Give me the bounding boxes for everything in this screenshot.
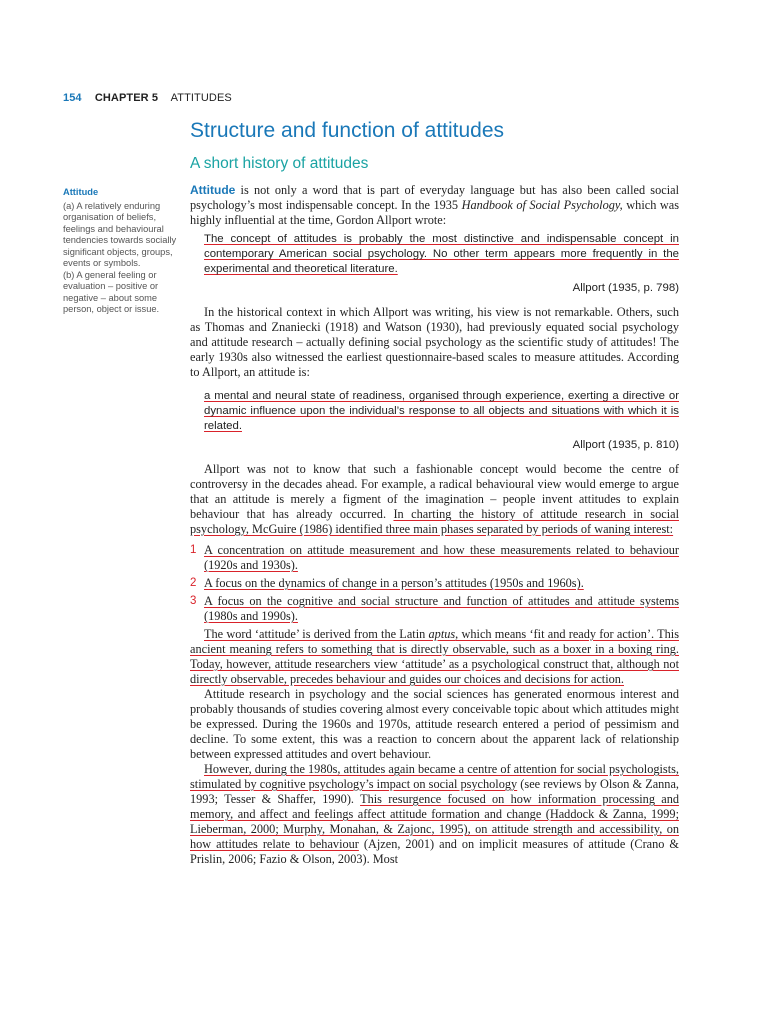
page-number: 154 [63, 92, 82, 104]
section-title: Structure and function of attitudes [190, 119, 505, 142]
paragraph-2: In the historical context in which Allport was writing, his view is not remarkable. Others, such as Thomas and Znaniecki (1918) and Watson (1930), had previously equated social psychology and attitude research – actually defining social psychology as the scientific study of attitudes! The early 1930s also witnessed the earliest questionnaire-based scales to measure attitudes. According to Allport, an attitude is: [190, 305, 679, 379]
p4-latin-word: aptus [428, 627, 456, 641]
p6-text-a: (see reviews by Olson & Zanna, 1993; Tesser & Shaffer, 1990). [190, 777, 679, 806]
phases-list [190, 543, 679, 624]
p6-text-b: (Ajzen, 2001) and on implicit measures of attitude (Crano & Prislin, 2006; Fazio & Olson, 2003). Most [190, 837, 679, 866]
phase-number: 1 [190, 544, 197, 556]
phase-text: A focus on the dynamics of change in a person’s attitudes (1950s and 1960s). [204, 576, 584, 590]
phase-item [190, 543, 679, 573]
paragraph-5: Attitude research in psychology and the social sciences has generated enormous interest and probably thousands of studies covering almost every conceivable topic about which attitudes might be expressed. During the 1960s and 1970s, attitude research entered a period of pessimism and decline. To some extent, this was a reaction to concern about the apparent lack of relationship between expressed attitudes and overt behaviour. [190, 687, 679, 761]
inline-term: Attitude [190, 183, 236, 197]
running-head [63, 92, 232, 104]
block-quote-1 [204, 232, 679, 277]
paragraph-4 [190, 627, 679, 687]
phase-number: 3 [190, 595, 197, 607]
p1-text-b: which was highly influential at the time, Gordon Allport wrote: [190, 198, 679, 227]
phase-item [190, 594, 679, 624]
p3-text: Allport was not to know that such a fashionable concept would become the centre of controversy in the decades ahead. For example, a radical behavioural view would emerge to argue that an attitude is merely a figment of the imagination – people invent attitudes to explain behaviour that has already occurred. [190, 462, 679, 521]
paragraph-1 [190, 183, 679, 228]
p6-underlined-2: This resurgence focused on how information processing and memory, and affect and feelings affect attitude formation and change (Haddock & Zanna, 1999; Lieberman, 2000; Murphy, Monahan, & Zajonc, 1995), on attitude strength and accessibility, on how attitudes relate to behaviour [190, 792, 680, 851]
phase-item [190, 576, 679, 591]
section-subtitle: A short history of attitudes [190, 155, 369, 172]
glossary-definition-b: (b) A general feeling or evaluation – positive or negative – about some person, object or issue. [63, 269, 160, 314]
citation-2: Allport (1935, p. 810) [572, 439, 679, 451]
paragraph-3 [190, 462, 679, 537]
citation-1: Allport (1935, p. 798) [572, 282, 679, 294]
p4-text-a: The word ‘attitude’ is derived from the Latin [204, 627, 429, 641]
paragraph-6 [190, 762, 679, 867]
p3-underlined: In charting the history of attitude research in social psychology, McGuire (1986) identified three main phases separated by periods of waning interest: [190, 507, 679, 536]
block-quote-2 [204, 389, 679, 434]
glossary-definition-a: (a) A relatively enduring organisation of beliefs, feelings and behavioural tendencies towards socially significant objects, groups, events or symbols. [63, 200, 177, 268]
p4-text-b: , which means ‘fit and ready for action’. This ancient meaning refers to something that is directly observable, such as a boxer in a boxing ring. Today, however, attitude researchers view ‘attitude’ as a psychological construct that, although not directly observable, precedes behaviour and guides our choices and decisions for action. [190, 627, 679, 686]
quote-1-text: The concept of attitudes is probably the most distinctive and indispensable concept in contemporary American social psychology. No other term appears more frequently in the experimental and theoretical literature. [204, 233, 679, 275]
glossary-term: Attitude [63, 187, 99, 197]
quote-2-text: a mental and neural state of readiness, organised through experience, exerting a directive or dynamic influence upon the individual’s response to all objects and situations with which it is related. [204, 390, 679, 432]
phase-text: A concentration on attitude measurement and how these measurements related to behaviour (1920s and 1930s). [204, 543, 679, 572]
margin-glossary [63, 187, 181, 316]
p1-text-a: is not only a word that is part of everyday language but has also been called social psychology’s most indispensable concept. In the 1935 [190, 183, 679, 212]
p1-book-title: Handbook of Social Psychology, [461, 198, 623, 212]
phase-text: A focus on the cognitive and social structure and function of attitudes and attitude systems (1980s and 1990s). [204, 594, 679, 623]
phase-number: 2 [190, 577, 197, 589]
body-text [190, 183, 679, 867]
chapter-label: CHAPTER 5 [94, 92, 159, 104]
p6-underlined-1: However, during the 1980s, attitudes again became a centre of attention for social psychologists, stimulated by cognitive psychology’s impact on social psychology [190, 762, 679, 791]
chapter-title: ATTITUDES [170, 92, 232, 104]
